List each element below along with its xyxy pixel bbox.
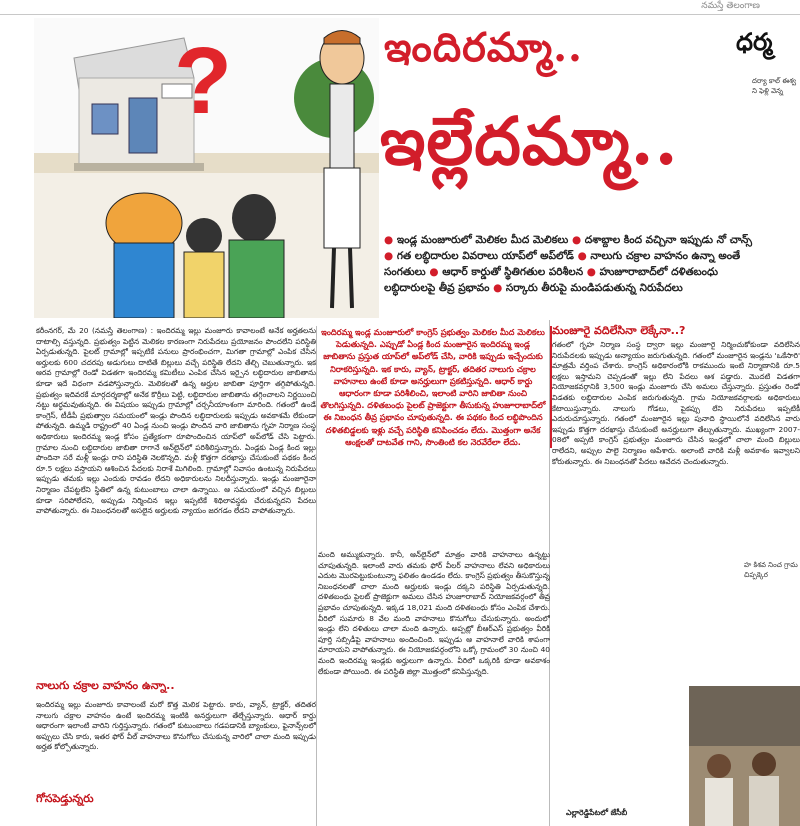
article-column-3: గతంలో గృహ నిర్మాణ సంస్థ ద్వారా ఇల్లు మంజూరై నిర్మించుకోకుండా వదిలేసిన నిరుపేదలకు ఇప్పుడు అన్యాయం జరుగుతున్నది. గతంలో మంజూరైన ఇండ్లను 'ఒకేసారి' మాత్రమే వర్తింప చేశారు. కాంగ్రెస్ అధికారంలోకి రాకముందు ఇంటి నిర్మాణానికి రూ.5 లక్షలు ఇస్తామని చెప్పడంతో ఇల్లు లేని పేదలు ఆశ పడ్డారు. మొదటి విడతగా నియోజకవర్గానికి 3,500 ఇండ్లు మంజూరు చేసి అమలు చేస్తున్నారు. ప్రస్తుతం రెండో విడతకు లబ్ధిదారుల ఎంపిక జరుగుతున్నది. గ్రామ నియోజకవర్గాలకు అధికారులు కేటాయిస్తున్నారు. నాలుగు గోడలు, పైకప్పు లేని నిరుపేదలు ఇప్పటికీ ఎదురుచూస్తున్నారు. గతంలో మంజూరైన ఇల్లు పునాది స్థాయిలోనే వదిలేసిన వారు ఇప్పుడు కొత్తగా దరఖాస్తు చేసుకుంటే అనర్హులుగా తేల్చుతున్నారు. ముఖ్యంగా 2007-08లో అప్పటి కాంగ్రెస్ ప్రభుత్వం మంజూరు చేసిన ఇండ్లలో చాలా మంది బిల్లులు రాలేదని, అప్పుల పాలై నిర్మాణం ఆపేశారు. అలాంటి వారికి మళ్లీ అవకాశం ఇవ్వాలని కోరుతున్నారు. ఈ నిబంధనతో పేదలు ఆవేదన చెందుతున్నారు. (552, 340, 800, 466)
svg-text:?: ? (174, 28, 233, 134)
article-column-1b: ఇందిరమ్మ ఇల్లు మంజూరు కావాలంటే మరో కొత్త మెలిక పెట్టారు. కారు, వ్యాన్, ట్రాక్టర్, తదితర నాలుగు చక్రాల వాహనం ఉంటే ఇందిరమ్మ ఇంటికి అనర్హులుగా తేల్చేస్తున్నారు. ఆధార్ కార్డు ఆధారంగా ఇలాంటి వారిని గుర్తిస్తున్నారు. గతంలో కుటుంబాలు గడపడానికి బ్యాంకులు, ఫైనాన్స్‌లలో అప్పులు చేసి కారు, ఇతర ఫోర్ వీల్ వాహనాలు కొనుగోలు చేసుకున్న వారిలో చాలా మంది ఇప్పుడు అర్హత కోల్పోతున్నారు. (36, 700, 316, 752)
summary-point: ఆధార్ కార్డుతో స్థితిగతుల పరిశీలన (442, 266, 584, 278)
article-column-1: కరీంనగర్, మే 20 (నమస్తే తెలంగాణ) : ఇందిరమ్మ ఇల్లు మంజూరు కావాలంటే అనేక అర్హతలను దాటాల్సి వస్తున్నది. ప్రభుత్వం పెట్టిన మెలికల కారణంగా నిరుపేదలు ప్రయోజనం పొందలేని పరిస్థితి ఏర్పడుతున్నది. పైలట్ గ్రామాల్లో ఇప్పటికే పనులు ప్రారంభించగా, మిగతా గ్రామాల్లో ఎంపిక చేసిన అర్హులకు 600 చదరపు అడుగులు దాటితే బిల్లులు వచ్చే పరిస్థితి లేదని తేల్చి చెబుతున్నారు. ఇక ఆరవ గ్రామాల్లో రెండో విడతగా ఇందిరమ్మ కమిటీలు ఎంపిక చేసిన ఇర్పైన లబ్ధిదారుల జాబితాను కూడా ఇదే విధంగా వడపోస్తున్నారు. మెలికలతో ఉన్న అర్హుల జాబితా పూర్తిగా తగ్గిపోతున్నది. ప్రభుత్వం ఇదివరకే మార్గదర్శకాల్లో అనేక కొర్రీలు పెట్టి, లబ్ధిదారుల జాబితాను తగ్గించాలని నిర్ణయించి నట్టు అర్థమవుతున్నది. ఈ విషయం ఇప్పుడు గ్రామాల్లో చర్చనీయాంశంగా మారింది. గతంలో ఉండే కాంగ్రెస్, టీడీపీ ప్రభుత్వాల సమయంలో ఇండ్లు పొందిన లబ్ధిదారులకు ఇప్పుడు అవకాశమే లేకుండా పోతున్నది. ఉమ్మడి రాష్ట్రంలో 40 ఏండ్ల నుంచి ఇండ్లు పొందిన వారి జాబితాను గృహ నిర్మాణ సంస్థ అధికారులు ఇందిరమ్మ ఇండ్ల కోసం ప్రత్యేకంగా రూపొందించిన యాప్‌లో అప్‌లోడ్ చేసి పెట్టారు. గ్రామాల నుంచి లబ్ధిదారుల జాబితా రాగానే ఆన్‌లైన్‌లో పరిశీలిస్తున్నారు. ఏండ్లకు ఏండ్ల కింద ఇల్లు పొందినా సరే మళ్లీ ఇండ్లు రాని పరిస్థితి నెలకొన్నది. మళ్లీ కొత్తగా దరఖాస్తు చేసుకుంటే పథకం కింద రూ.5 లక్షలు వస్తాయని ఆశించిన పేదలకు నిరాశే మిగిలింది. గ్రామాల్లో నివాసం ఉంటున్న నిరుపేదలు ఇప్పుడు తమకు ఇల్లు ఎందుకు రావడం లేదని అధికారులను నిలదీస్తున్నారు. ఇండ్లు మంజూరైనా నిర్మాణం చేపట్టలేని స్థితిలో ఉన్న కుటుంబాలు చాలా ఉన్నాయి. ఆ సమయంలో వచ్చిన బిల్లులు కూడా సరిపోలేదని, అప్పుడు నిర్మించిన ఇల్లు ఇప్పటికే శిథిలావస్థకు చేరుకున్నదని పేదలు వాపోతున్నారు. ఈ నిబంధనలతో అసలైన అర్హులకు న్యాయం జరగడం లేదని వాపోతున్నారు. (36, 326, 316, 516)
top-strip-text: నమస్తే తెలంగాణ (701, 1, 760, 11)
column-divider (316, 326, 317, 826)
summary-point: హుజూరాబాద్‌లో దళితబంధు లబ్ధిదారులపై తీవ్ర ప్రభావం (384, 266, 719, 294)
bullet-icon: ● (384, 234, 397, 246)
bullet-icon: ● (571, 234, 585, 246)
bullet-icon: ● (429, 266, 443, 278)
summary-points (384, 232, 754, 296)
people-photo-icon (689, 686, 800, 826)
side-story-title: ధర్మ (736, 28, 773, 56)
photo-caption: ఎల్లారెడ్డిపేటలో జేసీబీ (566, 808, 628, 817)
side-story-text: దర్యా కాల్ ఈశ్వ ని ఫెళ్లి వెన్న (752, 77, 797, 95)
right-edge-text: హ కిశవ నించ గ్రామ చిప్పక్కెర (744, 561, 798, 579)
cartoon-illustration (34, 18, 379, 318)
top-strip (0, 0, 800, 15)
article-column-2: మంది అమ్ముకున్నారు. కానీ, ఆన్‌లైన్‌లో మాత్రం వారికి వాహనాలు ఉన్నట్టు చూపుతున్నది. ఇలాంటి వారు తమకు ఫోర్ వీలర్ వాహనాలు లేవని అధికారులు ఎదుట మొరపెట్టుకుంటున్నా ఫలితం ఉండడం లేదు. కాంగ్రెస్ ప్రభుత్వం తీసుకొస్తున్న నిబంధనలతో చాలా మంది అర్హులకు ఇండ్లు దక్కని పరిస్థితి ఏర్పడుతున్నది. దళితబంధు పైలట్ ప్రాజెక్టుగా అమలు చేసిన హుజూరాబాద్ నియోజకవర్గంలో తీవ్ర ప్రభావం చూపుతున్నది. ఇక్కడ 18,021 మంది దళితబంధు కోసం ఎంపిక చేశారు. వీరిలో సుమారు 8 వేల మంది వాహనాలు కొనుగోలు చేసుకున్నారు. అందులో ఇండ్లు లేని దళితులు చాలా మంది ఉన్నారు. అప్పట్లో బీఆర్ఎస్ ప్రభుత్వం వీరికి పూర్తి సబ్సిడీపై వాహనాలు అందించింది. ఇప్పుడు ఆ వాహనాలే వారికి శాపంగా మారాయని వాపోతున్నారు. ఈ నియోజకవర్గంలోని ఒక్కో గ్రామంలో 30 నుంచి 40 మంది ఇందిరమ్మ ఇండ్లకు అర్హులుగా ఉన్నారు. వీరిలో ఒక్కరికి కూడా అవకాశం లేకుండా పోయింది. ఈ పరిస్థితి జిల్లా మొత్తంలో కనిపిస్తున్నది. (318, 550, 550, 676)
summary-point: దశాబ్దాల కింద వచ్చినా ఇప్పుడు నో చాన్స్ (584, 234, 753, 246)
bullet-icon: ● (586, 266, 600, 278)
headline-line1: ఇందిరమ్మా.. (384, 24, 583, 71)
highlight-box: ఇందిరమ్మ ఇండ్ల మంజూరులో కాంగ్రెస్ ప్రభుత్వం మెలికల మీద మెలికలు పెడుతున్నది. ఎప్పుడో ఏండ్ల కింద మంజూరైన ఇందిరమ్మ ఇండ్ల జాబితాను ప్రస్తుత యాప్‌లో అప్‌లోడ్ చేసి, వారికి ఇప్పుడు ఇచ్చేందుకు నిరాకరిస్తున్నది. ఇక కారు, వ్యాన్, ట్రాక్టర్, తదితర నాలుగు చక్రాల వాహనాలు ఉంటే కూడా అనర్హులుగా ప్రకటిస్తున్నది. ఆధార్ కార్డు ఆధారంగా కూడా పరిశీలించి, ఇలాంటి వారిని జాబితా నుంచి తొలగిస్తున్నది. దళితబంధు పైలట్ ప్రాజెక్టుగా తీసుకున్న హుజూరాబాద్‌లో ఈ నిబంధన తీవ్ర ప్రభావం చూపుతున్నది. ఈ పథకం కింద లబ్ధిపొందిన దళితబిడ్డలకు ఇళ్లు వచ్చే పరిస్థితి కనిపించడం లేదు. మొత్తంగా అనేక ఆంక్షలతో దాటవేత గాని, సొంతింటి కల నెరవేరేలా లేదు. (320, 326, 552, 448)
news-photo (689, 686, 800, 826)
subhead-sanctioned: మంజూరై వదిలేసినా లెక్కేనా..? (552, 324, 686, 337)
subhead-troubles: గోసపెడ్తున్నరు (36, 792, 94, 805)
bullet-icon: ● (384, 250, 397, 262)
house-cartoon-icon (34, 18, 379, 318)
bullet-icon: ● (493, 282, 506, 294)
summary-point: నాలుగు చక్రాల వాహనం ఉన్నా అంతే సంగతులు (384, 250, 741, 278)
summary-point: సర్కారు తీరుపై మండిపడుతున్న నిరుపేదలు (505, 282, 683, 294)
bullet-icon: ● (577, 250, 591, 262)
subhead-four-wheeler: నాలుగు చక్రాల వాహనం ఉన్నా.. (36, 679, 175, 692)
summary-point: గత లబ్ధిదారుల వివరాలు యాప్‌లో అప్‌లోడ్ (396, 250, 574, 262)
headline-line2: ఇల్లేదమ్మా.. (380, 102, 679, 180)
summary-point: ఇండ్ల మంజూరులో మెలికల మీద మెలికలు (396, 234, 569, 246)
